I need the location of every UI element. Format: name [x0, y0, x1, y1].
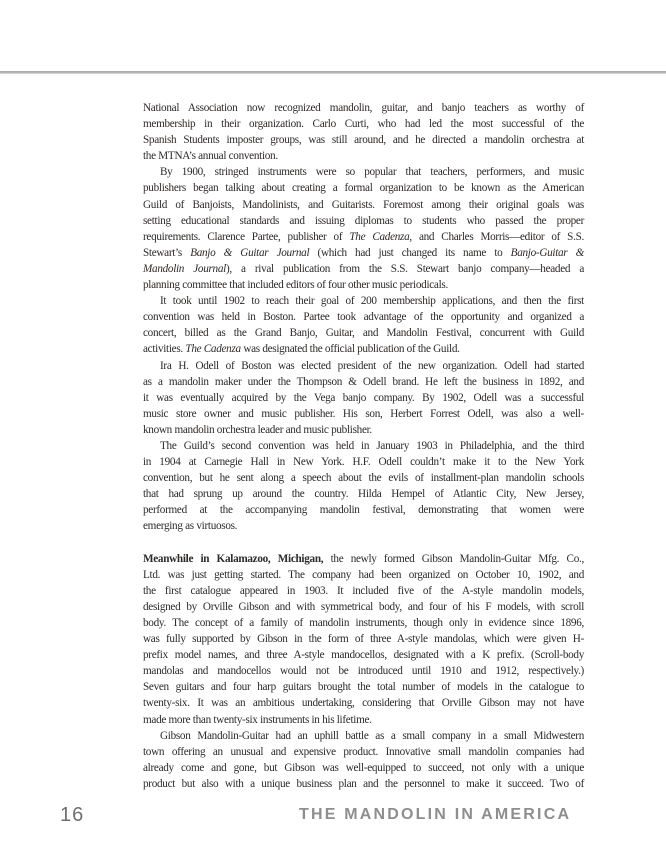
paragraph — [143, 164, 584, 293]
text-line — [143, 615, 584, 631]
text-line — [143, 325, 584, 341]
text-line — [143, 100, 584, 116]
text-segment: Ltd. was just getting started. The company had been organized on October 10, 1902, and — [143, 568, 584, 581]
paragraph — [143, 438, 584, 535]
text-segment: Meanwhile in Kalamazoo, Michigan, — [143, 552, 324, 565]
text-line — [143, 406, 584, 422]
text-line — [143, 116, 584, 132]
text-segment: known mandolin orchestra leader and music publisher. — [143, 423, 372, 436]
text-segment: convention was held in Boston. Partee took advantage of the opportunity and organized a — [143, 311, 584, 324]
text-line — [143, 599, 584, 615]
text-segment: was fully supported by Gibson in the form of three A-style mandolas, which were given H- — [143, 633, 584, 646]
text-line — [143, 486, 584, 502]
text-line — [143, 390, 584, 406]
text-segment: in 1904 at Carnegie Hall in New York. H.F. Odell couldn’t make it to the New York — [143, 456, 584, 469]
text-segment: The Guild’s second convention was held in January 1903 in Philadelphia, and the third — [160, 439, 584, 452]
text-line — [143, 261, 584, 277]
text-line — [143, 663, 584, 679]
text-segment: music store owner and music publisher. His son, Herbert Forrest Odell, was also a well- — [143, 407, 584, 420]
text-line — [143, 180, 584, 196]
text-segment: concert, billed as the Grand Banjo, Guitar, and Mandolin Festival, concurrent with Guild — [143, 327, 584, 340]
paragraph — [143, 728, 584, 792]
text-segment: Ira H. Odell of Boston was elected president of the new organization. Odell had started — [160, 359, 584, 372]
text-segment: was designated the official publication of the Guild. — [240, 343, 460, 356]
text-line — [143, 374, 584, 390]
text-segment: the newly formed Gibson Mandolin-Guitar Mfg. Co., — [323, 552, 584, 565]
text-segment: publishers began talking about creating a formal organization to be known as the American — [143, 182, 584, 195]
text-segment: planning committee that included editors of four other music periodicals. — [143, 279, 448, 292]
text-line — [143, 728, 584, 744]
text-line — [143, 551, 584, 567]
text-line — [143, 502, 584, 518]
text-segment: performed at the accompanying mandolin festival, demonstrating that women were — [143, 504, 584, 517]
text-segment: membership in their organization. Carlo Curti, who had led the most successful of the — [143, 118, 584, 131]
text-segment: The Cadenza — [185, 343, 241, 356]
text-segment: as a mandolin maker under the Thompson & Odell brand. He left the business in 1892, and — [143, 375, 584, 388]
text-segment: emerging as virtuosos. — [143, 520, 238, 533]
text-line — [143, 744, 584, 760]
text-line — [143, 776, 584, 792]
text-segment: mandolas and mandocellos would not be introduced until 1910 and 1912, respectively.) — [143, 665, 584, 678]
text-segment: Spanish Students imposter groups, was still around, and he directed a mandolin orchestra at — [143, 134, 584, 147]
text-segment: the first catalogue appeared in 1903. It included five of the A-style mandolin models, — [143, 584, 584, 597]
paragraph — [143, 358, 584, 438]
text-segment: National Association now recognized mandolin, guitar, and banjo teachers as worthy of — [143, 102, 584, 114]
page-number: 16 — [60, 804, 85, 826]
paragraph — [143, 293, 584, 357]
text-segment: product but also with a unique business plan and the personnel to make it succeed. Two of — [143, 777, 584, 790]
text-line — [143, 197, 584, 213]
text-line — [143, 277, 584, 293]
text-segment: ), a rival publication from the S.S. Stewart banjo company—headed a — [225, 262, 585, 275]
text-segment: twenty-six. It was an ambitious undertaking, considering that Orville Gibson may not have — [143, 697, 584, 710]
text-segment: body. The concept of a family of mandolin instruments, though only in evidence since 1896, — [143, 617, 584, 629]
text-segment: town offering an unusual and expensive product. Innovative small mandolin companies had — [143, 745, 584, 758]
text-segment: requirements. Clarence Partee, publisher of — [143, 230, 350, 243]
text-segment: activities. — [143, 343, 186, 356]
text-line — [143, 293, 584, 309]
text-segment: , and Charles Morris—editor of S.S. — [409, 230, 585, 243]
text-line — [143, 213, 584, 229]
text-segment: that had sprung up around the country. Hilda Hempel of Atlantic City, New Jersey, — [143, 488, 584, 501]
text-segment: The Cadenza — [349, 230, 410, 243]
paragraph — [143, 100, 584, 164]
text-segment: setting educational standards and issuing diplomas to students who passed the proper — [143, 214, 584, 227]
text-segment: convention, but he sent along a speech about the evils of installment-plan mandolin schools — [143, 472, 584, 485]
running-title: THE MANDOLIN IN AMERICA — [299, 806, 572, 823]
body-text — [143, 100, 584, 792]
text-segment: Mandolin Journal — [143, 262, 226, 275]
text-segment: made more than twenty-six instruments in his lifetime. — [143, 713, 372, 726]
text-segment: Guild of Banjoists, Mandolinists, and Guitarists. Foremost among their original goals was — [143, 198, 584, 211]
paragraph — [143, 551, 584, 728]
text-segment: Gibson Mandolin-Guitar had an uphill battle as a small company in a small Midwestern — [160, 729, 584, 742]
text-segment: Seven guitars and four harp guitars brought the total number of models in the catalogue to — [143, 681, 584, 694]
text-line — [143, 679, 584, 695]
text-line — [143, 647, 584, 663]
text-line — [143, 438, 584, 454]
text-segment: Banjo-Guitar & — [510, 246, 585, 259]
text-segment: designed by Orville Gibson and with symmetrical body, and four of his F models, with scroll — [143, 600, 584, 613]
text-segment: it was eventually acquired by the Vega banjo company. By 1902, Odell was a successful — [143, 391, 584, 404]
text-segment: Banjo & Guitar Journal — [190, 246, 310, 259]
text-line — [143, 229, 584, 245]
text-segment: It took until 1902 to reach their goal of 200 membership applications, and then the first — [160, 295, 584, 308]
text-line — [143, 518, 584, 534]
text-line — [143, 470, 584, 486]
text-segment: already come and gone, but Gibson was well-equipped to succeed, not only with a unique — [143, 761, 584, 774]
text-line — [143, 358, 584, 374]
text-line — [143, 583, 584, 599]
text-line — [143, 132, 584, 148]
text-line — [143, 309, 584, 325]
text-line — [143, 695, 584, 711]
text-segment: Stewart’s — [143, 246, 191, 259]
text-line — [143, 712, 584, 728]
text-line — [143, 164, 584, 180]
text-segment: (which had just changed its name to — [309, 246, 511, 259]
text-line — [143, 760, 584, 776]
text-line — [143, 631, 584, 647]
text-segment: By 1900, stringed instruments were so popular that teachers, performers, and music — [160, 166, 584, 179]
text-line — [143, 148, 584, 164]
text-line — [143, 454, 584, 470]
text-line — [143, 567, 584, 583]
text-line — [143, 245, 584, 261]
text-segment: the MTNA’s annual convention. — [143, 150, 278, 163]
text-line — [143, 422, 584, 438]
text-segment: prefix model names, and three A-style mandocellos, designated with a K prefix. (Scroll-body — [143, 649, 584, 662]
header-rule — [0, 71, 666, 74]
text-line — [143, 341, 584, 357]
